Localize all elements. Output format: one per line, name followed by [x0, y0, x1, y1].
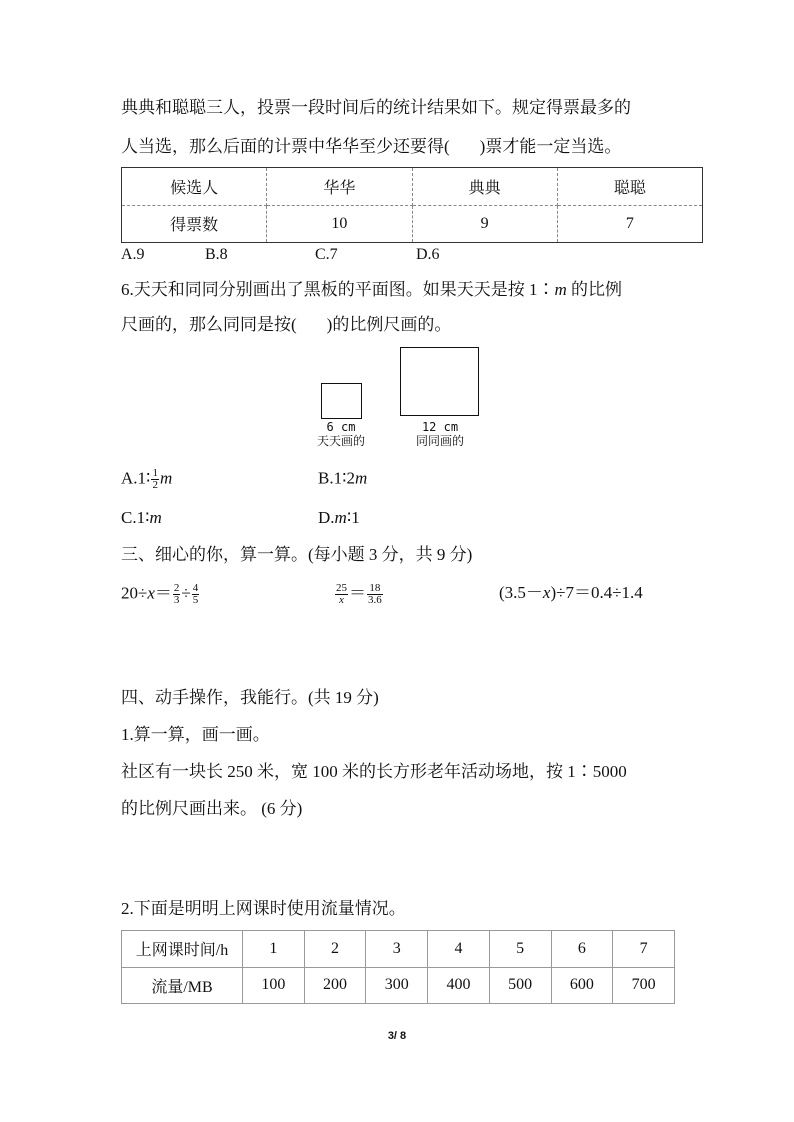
- eq1-divide: ÷: [181, 583, 191, 603]
- fraction-denominator: 3.6: [368, 594, 382, 606]
- usage-table-header-data: 流量/MB: [122, 967, 243, 1004]
- q5-text-line1: 典典和聪聪三人，投票一段时间后的统计结果如下。规定得票最多的: [121, 98, 631, 117]
- usage-table-cell: 600: [551, 967, 613, 1004]
- q6-options-row1: [121, 468, 367, 491]
- usage-table-cell: 7: [613, 931, 675, 968]
- usage-table-cell: 500: [489, 967, 551, 1004]
- vote-table-header-cell: 典典: [412, 168, 557, 206]
- vote-table-data-row: [122, 205, 703, 243]
- s4-q1-line2: 的比例尺画出来。 (6 分): [121, 799, 303, 818]
- eq2-equals: ＝: [349, 583, 366, 603]
- usage-table-cell: 4: [428, 931, 490, 968]
- equation-1: [121, 583, 200, 606]
- q6-text-part2: 的比例: [566, 280, 623, 299]
- q6-option-a-fraction: [151, 468, 159, 491]
- s4-q2-title: 2.下面是明明上网课时使用流量情况。: [121, 899, 406, 918]
- eq1-left: 20÷: [121, 583, 148, 603]
- eq3-var: x: [542, 583, 551, 602]
- data-usage-table: [121, 930, 675, 1004]
- eq2-fraction-2: [367, 583, 383, 606]
- q6-text-part3: 尺画的，那么同同是按(: [121, 315, 297, 334]
- q6-option-c-var: m: [149, 508, 162, 527]
- fraction-numerator: 2: [173, 582, 180, 594]
- q6-var-m: m: [554, 280, 567, 299]
- equation-3: [499, 583, 643, 603]
- vote-table-header-row: [122, 168, 703, 206]
- usage-table-cell: 300: [366, 967, 428, 1004]
- vote-table-header-cell: 候选人: [122, 168, 267, 206]
- s4-q1-line1: 社区有一块长 250 米，宽 100 米的长方形老年活动场地，按 1∶5000: [121, 762, 627, 781]
- usage-table-cell: 200: [304, 967, 366, 1004]
- q5-option-a[interactable]: A.9: [121, 246, 145, 263]
- fraction-denominator: x: [339, 594, 344, 606]
- fraction-numerator: 4: [192, 582, 199, 594]
- fraction-denominator: 5: [192, 594, 199, 606]
- vote-table: [121, 167, 703, 243]
- q6-option-b-prefix: B.1∶2: [318, 468, 356, 488]
- q6-option-b-var: m: [355, 468, 368, 488]
- equation-2: [334, 583, 384, 606]
- page-number: 3/ 8: [387, 1030, 407, 1042]
- vote-table-cell: 得票数: [122, 205, 267, 243]
- usage-table-cell: 700: [613, 967, 675, 1004]
- small-square-size: 6 cm: [326, 420, 356, 434]
- usage-table-cell: 100: [243, 967, 305, 1004]
- usage-table-cell: 3: [366, 931, 428, 968]
- vote-table-cell: 9: [412, 205, 557, 243]
- q6-option-d-var: m: [334, 508, 347, 527]
- eq1-fraction-2: [192, 583, 200, 606]
- fraction-numerator: 1: [152, 467, 158, 479]
- large-square-size: 12 cm: [421, 420, 459, 434]
- q6-option-a-prefix: A.1∶: [121, 468, 151, 488]
- s4-q1-title: 1.算一算，画一画。: [121, 725, 270, 744]
- q6-option-a[interactable]: [121, 468, 318, 491]
- q5-text-part2: )票才能一定当选。: [479, 137, 622, 156]
- vote-table-cell: 7: [557, 205, 702, 243]
- usage-table-row-time: [122, 931, 675, 968]
- fraction-numerator: 25: [336, 582, 347, 594]
- q6-option-d[interactable]: [318, 508, 360, 527]
- q6-option-b[interactable]: [318, 468, 367, 487]
- q5-option-d[interactable]: D.6: [416, 246, 440, 263]
- q6-option-d-prefix: D.: [318, 508, 335, 527]
- usage-table-row-data: [122, 967, 675, 1004]
- large-square-figure: [400, 347, 479, 416]
- q6-option-c-prefix: C.1∶: [121, 508, 150, 527]
- eq1-equals: ＝: [154, 583, 172, 603]
- q6-option-c[interactable]: [121, 508, 318, 528]
- eq3-left: (3.5－: [499, 583, 543, 602]
- small-square-figure: [321, 383, 362, 419]
- usage-table-cell: 2: [304, 931, 366, 968]
- small-square-caption: 天天画的: [316, 434, 365, 448]
- q6-option-a-var: m: [159, 468, 173, 488]
- q6-text-part1: 6.天天和同同分别画出了黑板的平面图。如果天天是按 1∶: [121, 280, 555, 299]
- section4-title: 四、动手操作，我能行。(共 19 分): [121, 688, 379, 707]
- usage-table-cell: 400: [428, 967, 490, 1004]
- section3-title: 三、细心的你，算一算。(每小题 3 分，共 9 分): [121, 545, 473, 564]
- fraction-denominator: 2: [152, 479, 158, 491]
- usage-table-cell: 5: [489, 931, 551, 968]
- eq3-right: )÷7＝0.4÷1.4: [550, 583, 643, 602]
- q6-text-line2: [121, 315, 451, 335]
- large-square-label: [400, 420, 480, 448]
- fraction-denominator: 3: [173, 594, 180, 606]
- eq1-fraction-1: [173, 583, 181, 606]
- q6-options-row2: [121, 508, 360, 528]
- eq1-var: x: [147, 583, 155, 603]
- q6-option-d-suffix: ∶1: [346, 508, 360, 527]
- eq2-fraction-1: [335, 583, 348, 606]
- vote-table-cell: 10: [267, 205, 412, 243]
- large-square-caption: 同同画的: [415, 434, 464, 448]
- small-square-label: [306, 420, 376, 448]
- vote-table-header-cell: 华华: [267, 168, 412, 206]
- usage-table-cell: 1: [243, 931, 305, 968]
- q6-text-part4: )的比例尺画的。: [326, 315, 452, 334]
- q5-option-c[interactable]: C.7: [315, 246, 338, 263]
- q5-text-part1: 人当选，那么后面的计票中华华至少还要得(: [121, 137, 450, 156]
- q5-text-line2: [121, 137, 621, 157]
- usage-table-cell: 6: [551, 931, 613, 968]
- fraction-numerator: 18: [367, 583, 383, 595]
- q6-text-line1: [121, 280, 622, 300]
- q5-option-b[interactable]: B.8: [205, 246, 228, 263]
- vote-table-header-cell: 聪聪: [557, 168, 702, 206]
- usage-table-header-time: 上网课时间/h: [122, 931, 243, 968]
- q5-options: [121, 245, 440, 265]
